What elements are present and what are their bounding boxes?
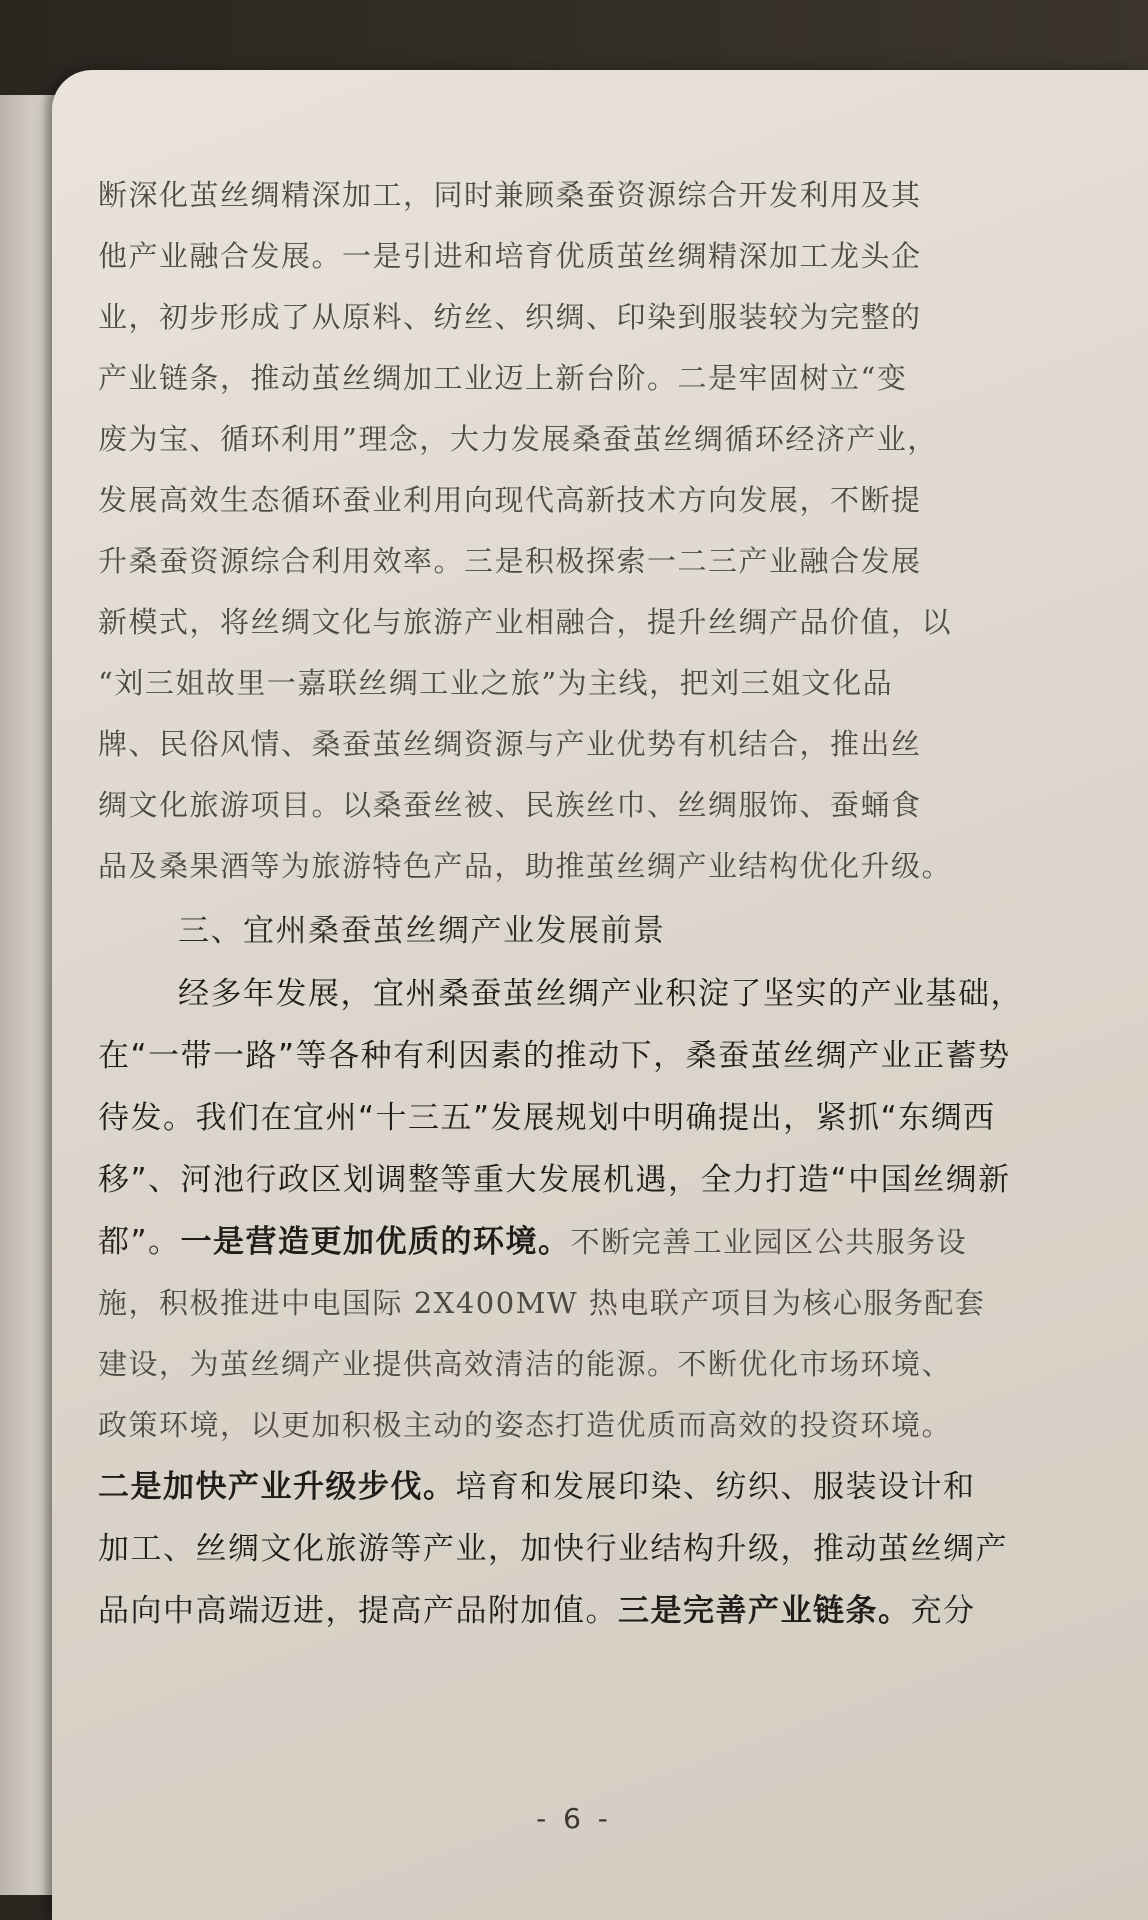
bold-lead-phrase: 一是营造更加优质的环境。 — [180, 1224, 571, 1260]
bold-lead-phrase: 二是加快产业升级步伐。 — [98, 1469, 456, 1505]
text-segment: 都”。 — [98, 1224, 181, 1260]
text-line: 政策环境，以更加积极主动的姿态打造优质而高效的投资环境。 — [98, 1408, 953, 1442]
text-line: 施，积极推进中电国际 2X400MW 热电联产项目为核心服务配套 — [98, 1286, 986, 1320]
bold-lead-phrase: 三是完善产业链条。 — [618, 1593, 911, 1629]
text-segment: 不断完善工业园区公共服务设 — [570, 1225, 968, 1259]
text-line: 升桑蚕资源综合利用效率。三是积极探索一二三产业融合发展 — [98, 544, 922, 578]
text-line: 他产业融合发展。一是引进和培育优质茧丝绸精深加工龙头企 — [98, 239, 922, 273]
paragraph-1 — [98, 165, 1108, 897]
text-line: 产业链条，推动茧丝绸加工业迈上新台阶。二是牢固树立“变 — [98, 361, 908, 395]
section-heading: 三、宜州桑蚕茧丝绸产业发展前景 — [178, 913, 666, 949]
text-line: 在“一带一路”等各种有利因素的推动下，桑蚕茧丝绸产业正蓄势 — [98, 1038, 1011, 1074]
text-line: 牌、民俗风情、桑蚕茧丝绸资源与产业优势有机结合，推出丝 — [98, 727, 922, 761]
text-line — [98, 1580, 1108, 1642]
text-segment: 品向中高端迈进，提高产品附加值。 — [98, 1593, 618, 1629]
text-line: 废为宝、循环利用”理念，大力发展桑蚕茧丝绸循环经济产业， — [98, 422, 938, 456]
text-line: 待发。我们在宜州“十三五”发展规划中明确提出，紧抓“东绸西 — [98, 1100, 996, 1136]
page-number: - 6 - — [536, 1802, 612, 1835]
text-line: 业，初步形成了从原料、纺丝、织绸、印染到服装较为完整的 — [98, 300, 922, 334]
text-segment: 充分 — [910, 1593, 976, 1629]
page-body — [98, 165, 1108, 1642]
text-line: 经多年发展，宜州桑蚕茧丝绸产业积淀了坚实的产业基础， — [178, 976, 1023, 1012]
text-line: 断深化茧丝绸精深加工，同时兼顾桑蚕资源综合开发利用及其 — [98, 178, 922, 212]
text-line — [98, 1211, 1108, 1273]
text-line: “刘三姐故里一嘉联丝绸工业之旅”为主线，把刘三姐文化品 — [98, 666, 894, 700]
paragraph-2 — [98, 963, 1108, 1642]
text-line: 加工、丝绸文化旅游等产业，加快行业结构升级，推动茧丝绸产 — [98, 1531, 1008, 1567]
text-line: 移”、河池行政区划调整等重大发展机遇，全力打造“中国丝绸新 — [98, 1162, 1011, 1198]
text-line: 品及桑果酒等为旅游特色产品，助推茧丝绸产业结构优化升级。 — [98, 849, 953, 883]
text-line: 新模式，将丝绸文化与旅游产业相融合，提升丝绸产品价值，以 — [98, 605, 953, 639]
text-segment: 培育和发展印染、纺织、服装设计和 — [455, 1469, 976, 1505]
text-line: 绸文化旅游项目。以桑蚕丝被、民族丝巾、丝绸服饰、蚕蛹食 — [98, 788, 922, 822]
text-line: 建设，为茧丝绸产业提供高效清洁的能源。不断优化市场环境、 — [98, 1347, 953, 1381]
text-line — [98, 1456, 1108, 1518]
text-line: 发展高效生态循环蚕业利用向现代高新技术方向发展，不断提 — [98, 483, 922, 517]
